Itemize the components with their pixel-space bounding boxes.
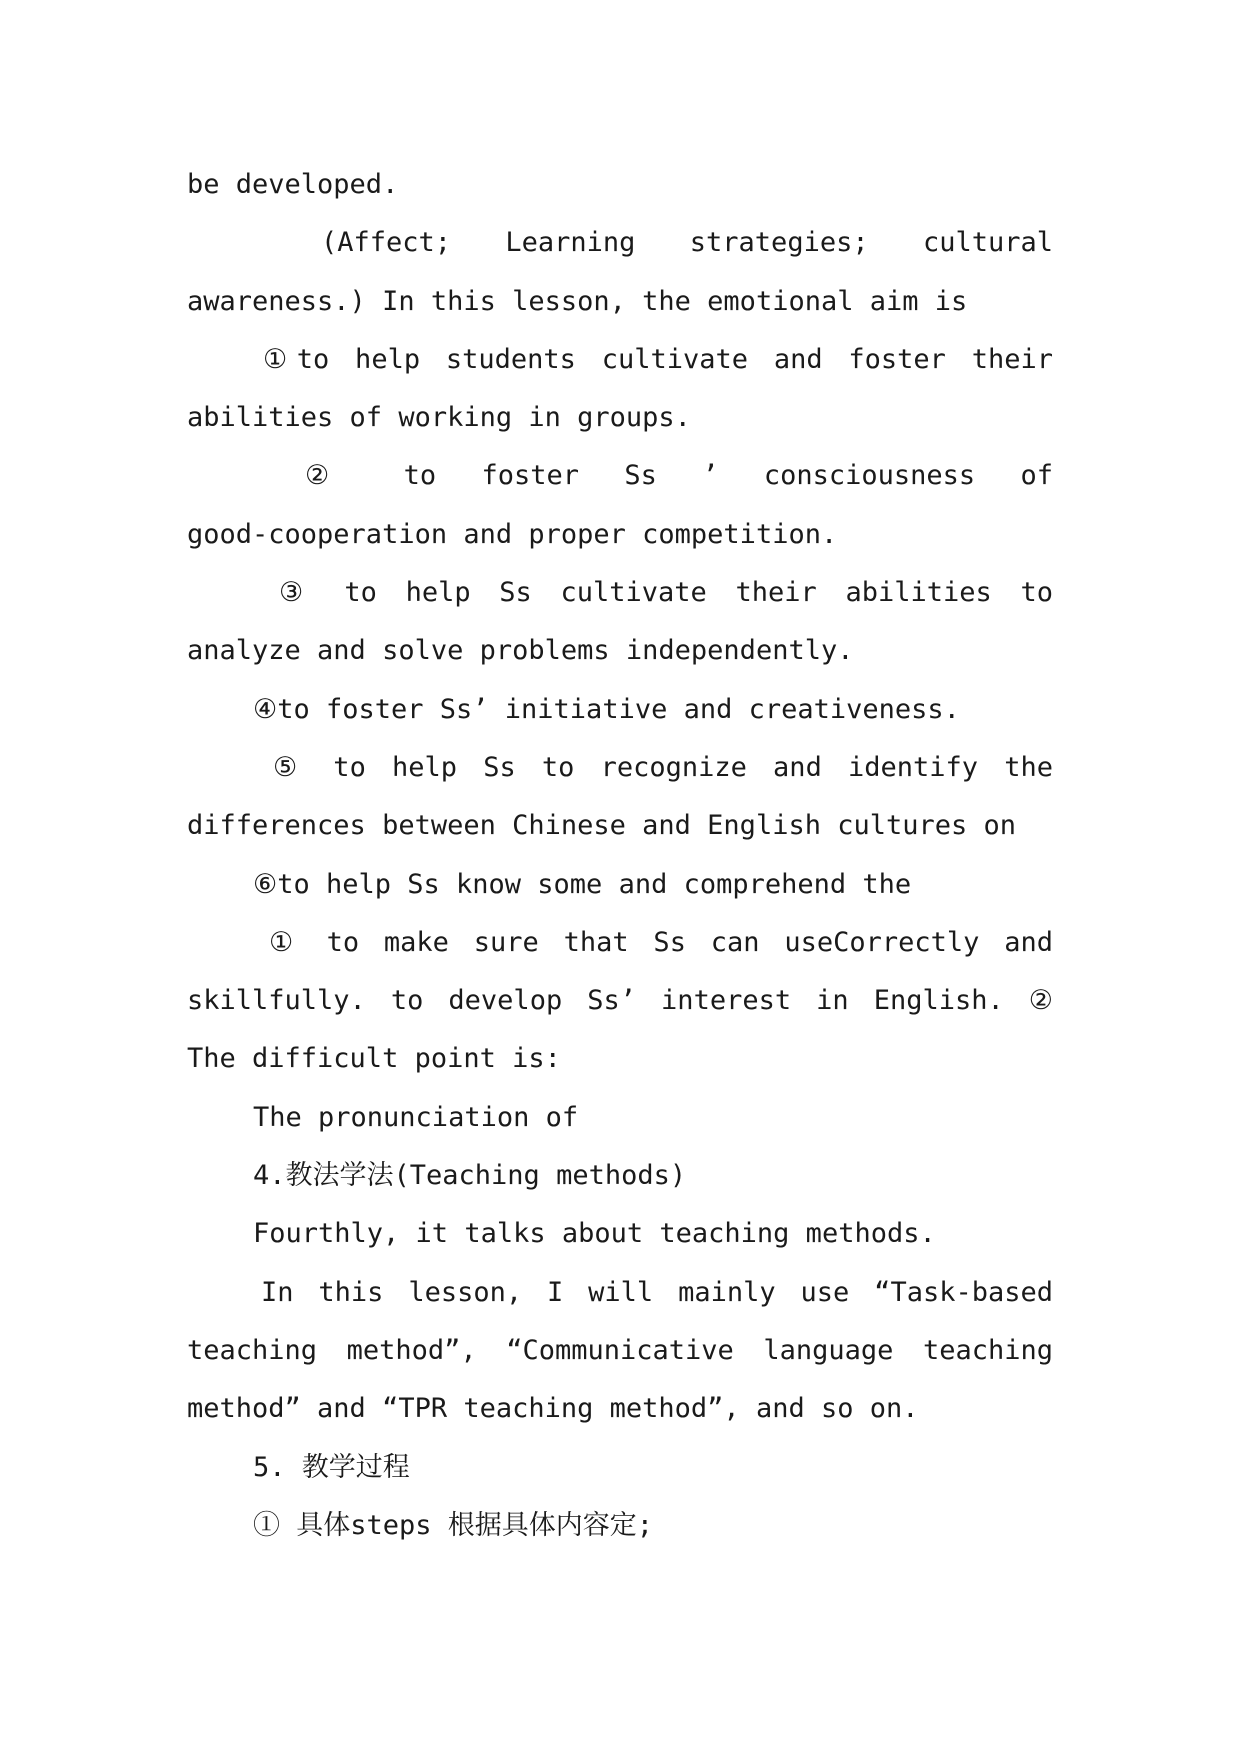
document-body [187, 156, 1053, 1555]
text-line: ⑤ to help Ss to recognize and identify the [273, 751, 1053, 783]
text-line: The difficult point is: [187, 1043, 561, 1075]
text-line: ② to foster Ss ’ consciousness of [305, 460, 1053, 492]
text-line: teaching method”, “Communicative language teaching [187, 1334, 1053, 1366]
text-line: differences between Chinese and English cultures on [187, 810, 1017, 842]
text-line: skillfully. to develop Ss’ interest in English. ② [187, 985, 1053, 1017]
section-heading: 5. 教学过程 [253, 1451, 410, 1483]
text-line: be developed. [187, 169, 399, 200]
text-line: awareness.) In this lesson, the emotional aim is [187, 285, 968, 317]
section-heading: 4.教法学法(Teaching methods) [253, 1160, 687, 1192]
text-line: ① to make sure that Ss can useCorrectly and [269, 926, 1053, 958]
text-line: In this lesson, I will mainly use “Task-based [261, 1276, 1053, 1308]
text-line: good-cooperation and proper competition. [187, 518, 838, 550]
text-line: ③ to help Ss cultivate their abilities to [279, 577, 1053, 609]
text-line: analyze and solve problems independently. [187, 635, 854, 667]
text-line: method” and “TPR teaching method”, and so on. [187, 1393, 919, 1425]
text-line: Fourthly, it talks about teaching methods. [253, 1218, 936, 1250]
text-line: ⑥to help Ss know some and comprehend the [253, 868, 912, 900]
text-line: ①to help students cultivate and foster their [263, 343, 1053, 375]
text-line: ① 具体steps 根据具体内容定; [253, 1509, 654, 1541]
text-line: ④to foster Ss’ initiative and creativeness. [253, 693, 960, 725]
text-line: The pronunciation of [253, 1101, 579, 1133]
text-line: (Affect; Learning strategies; cultural [321, 227, 1053, 259]
text-line: abilities of working in groups. [187, 402, 691, 434]
